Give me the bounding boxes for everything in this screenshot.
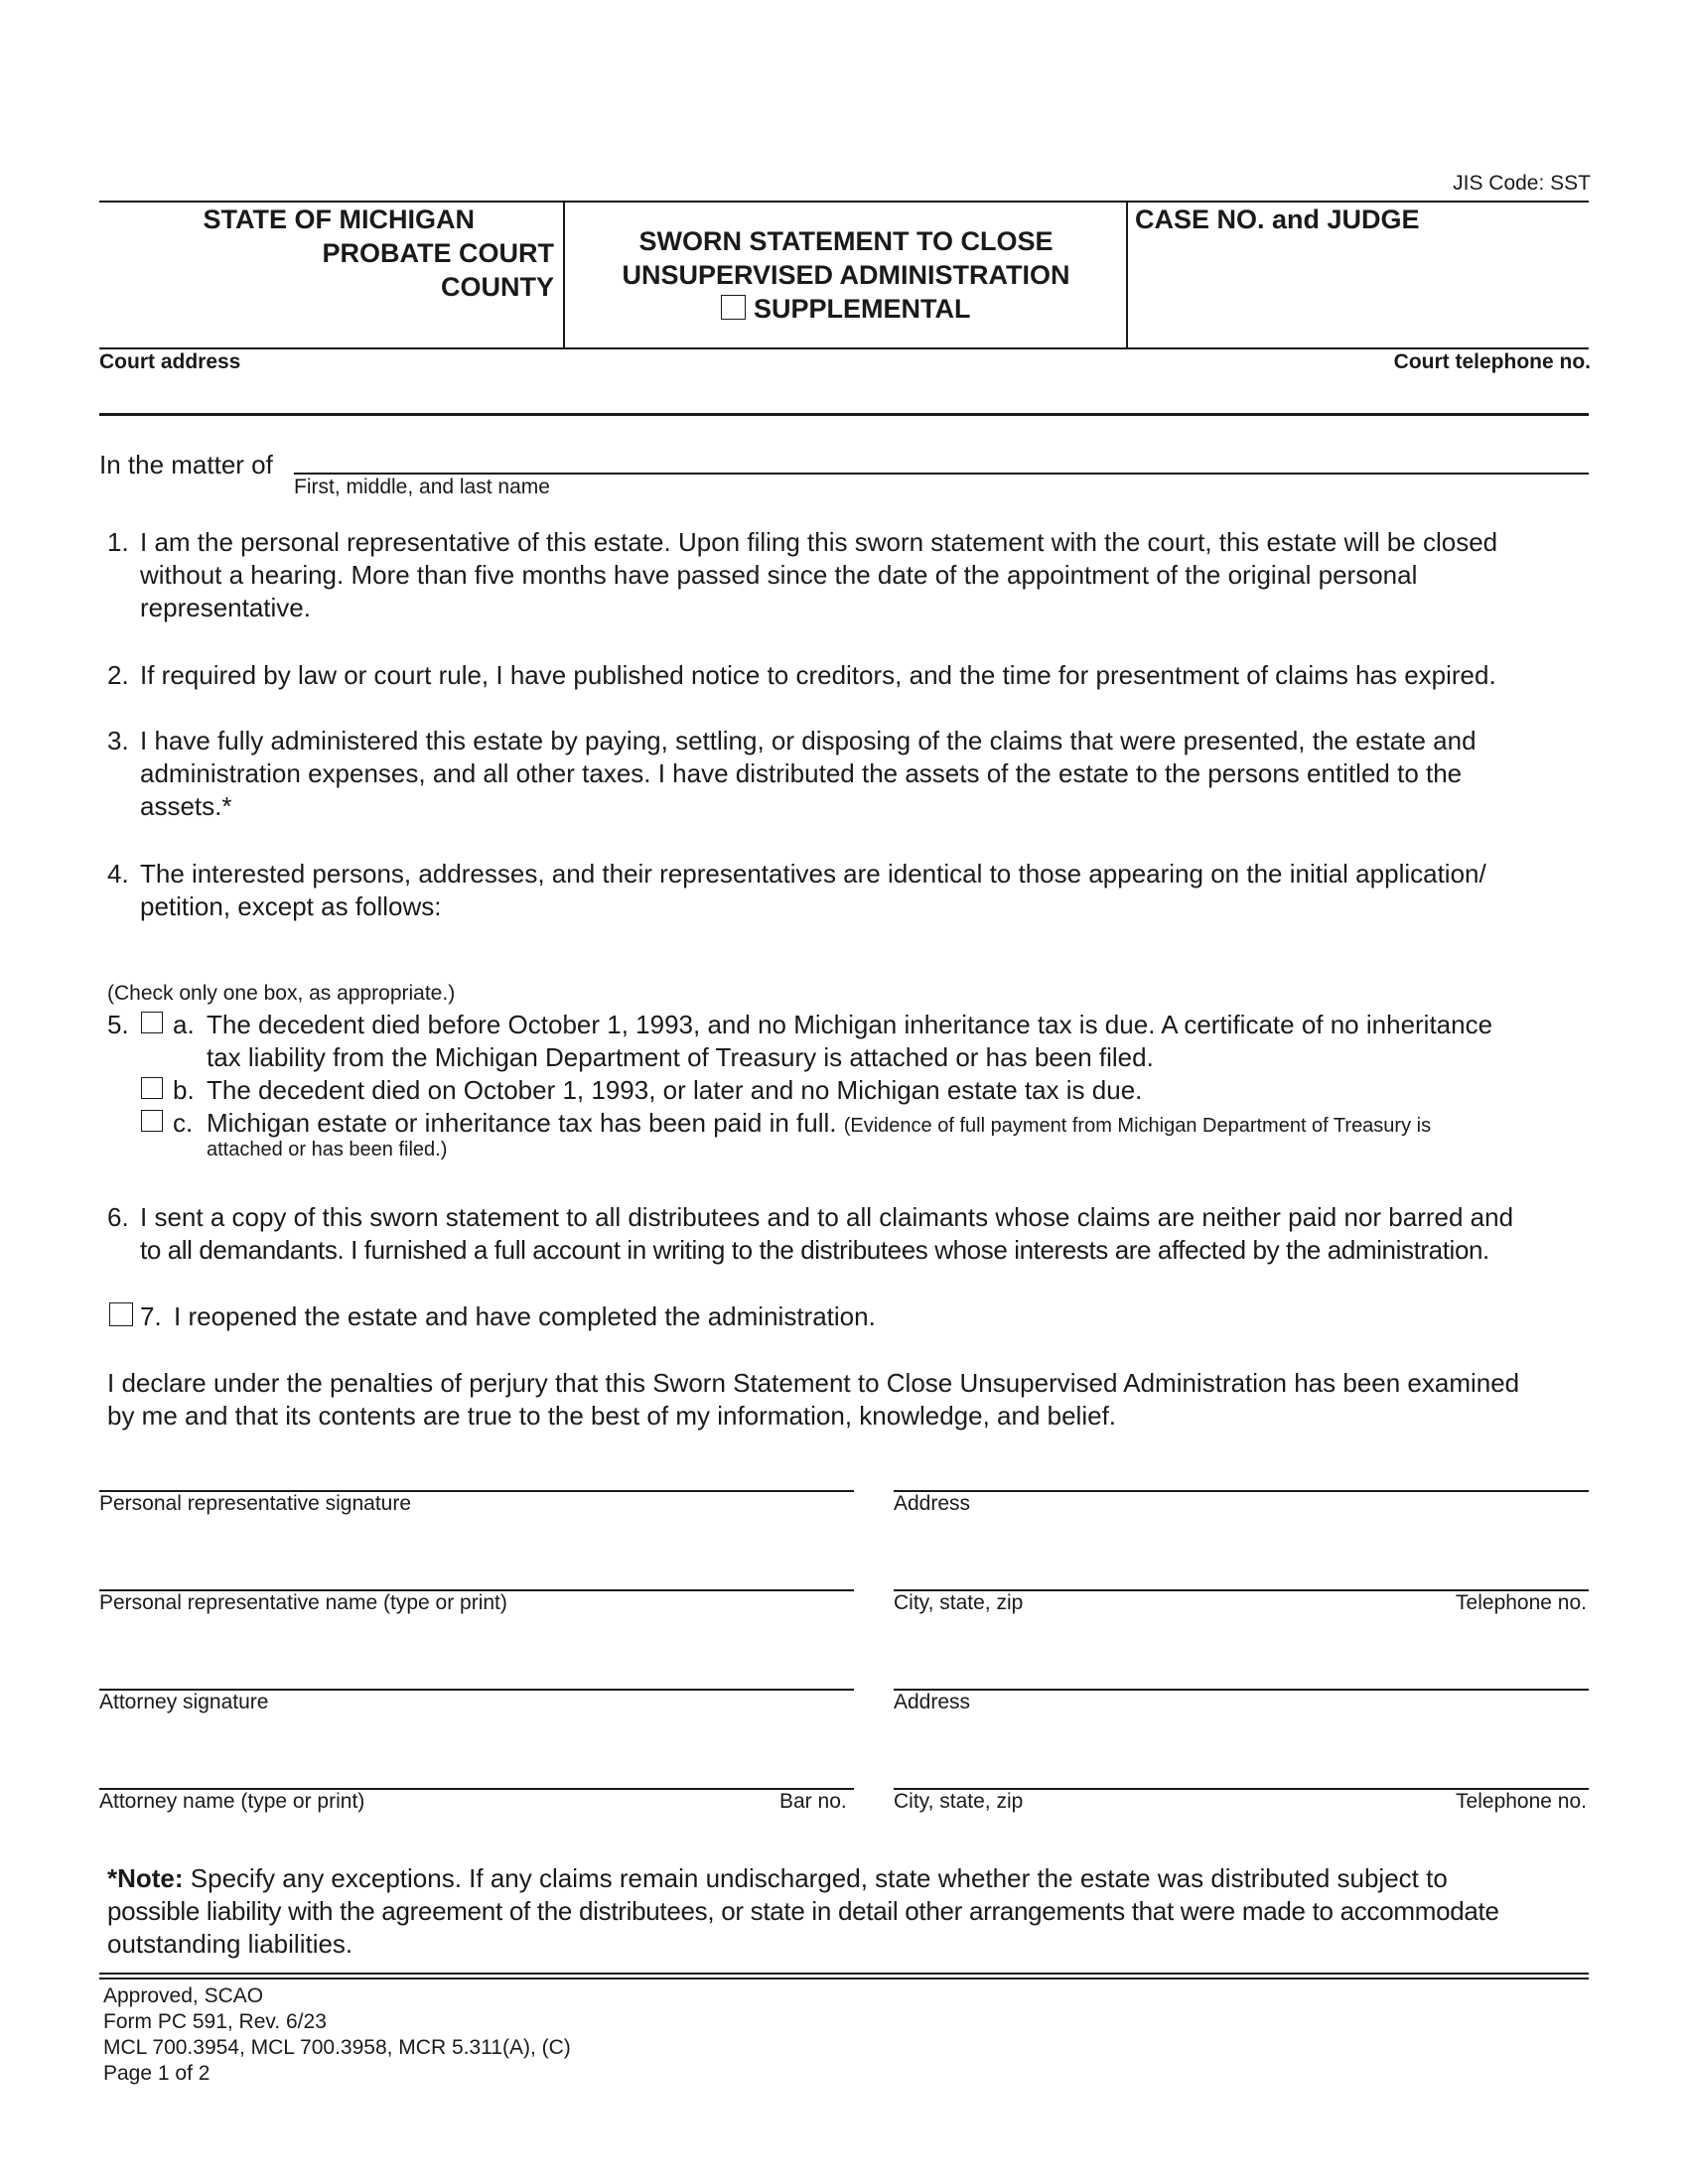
item5c-evidence-note: (Evidence of full payment from Michigan Department of Treasury is xyxy=(843,1115,1432,1137)
footer-rule-bottom xyxy=(99,1978,1589,1979)
note-text1: Specify any exceptions. If any claims remain undischarged, state whether the estate was distributed subject to xyxy=(190,1863,1448,1893)
supplemental-checkbox[interactable] xyxy=(721,295,746,320)
declaration-line1: I declare under the penalties of perjury that this Sworn Statement to Close Unsupervised Administration has been examined xyxy=(107,1368,1520,1398)
item4-line2: petition, except as follows: xyxy=(140,891,442,921)
header-divider-right xyxy=(1126,201,1128,349)
atty-signature-label: Attorney signature xyxy=(99,1691,269,1713)
item2-line1: If required by law or court rule, I have published notice to creditors, and the time for presentment of claims has expired. xyxy=(140,660,1496,690)
address1-line[interactable] xyxy=(894,1490,1589,1492)
declaration-line2: by me and that its contents are true to the best of my information, knowledge, and belief. xyxy=(107,1401,1117,1431)
item3-number: 3. xyxy=(107,726,129,755)
supplemental-label: SUPPLEMENTAL xyxy=(754,294,971,324)
court-telephone-label: Court telephone no. xyxy=(1393,350,1591,373)
item4-number: 4. xyxy=(107,859,129,888)
pr-name-label: Personal representative name (type or print) xyxy=(99,1591,507,1614)
item1-line2: without a hearing. More than five months have passed since the date of the appointment of the original personal xyxy=(140,560,1418,590)
form-title-line2: UNSUPERVISED ADMINISTRATION xyxy=(622,260,1070,290)
item5a-checkbox[interactable] xyxy=(141,1012,163,1033)
court-address-rule xyxy=(99,413,1589,416)
header-bottom-rule xyxy=(99,347,1589,349)
item5b-letter: b. xyxy=(173,1075,195,1105)
city2-label: City, state, zip xyxy=(894,1790,1024,1813)
note-line2: possible liability with the agreement of the distributees, or state in detail other arrangements that were made to accommodate xyxy=(107,1896,1499,1926)
item5a-line1: The decedent died before October 1, 1993, and no Michigan inheritance tax is due. A certificate of no inheritance xyxy=(207,1010,1493,1039)
item6-line2: to all demandants. I furnished a full account in writing to the distributees whose interests are affected by the administration. xyxy=(140,1235,1489,1265)
note-label: *Note: xyxy=(107,1863,184,1893)
header-divider-left xyxy=(563,201,565,349)
item1-line3: representative. xyxy=(140,593,311,622)
item5c-evidence-note-cont: attached or has been filed.) xyxy=(207,1139,448,1160)
item2-number: 2. xyxy=(107,660,129,690)
tel1-label: Telephone no. xyxy=(1456,1591,1587,1614)
item6-line1: I sent a copy of this sworn statement to all distributees and to all claimants whose claims are neither paid nor barred and xyxy=(140,1202,1514,1232)
item5c-checkbox[interactable] xyxy=(141,1110,163,1132)
item4-line1: The interested persons, addresses, and their representatives are identical to those appearing on the initial application/ xyxy=(140,859,1486,888)
item5c-letter: c. xyxy=(173,1108,194,1138)
item5c-text xyxy=(207,1107,1431,1143)
pr-signature-label: Personal representative signature xyxy=(99,1492,412,1515)
supplemental-option xyxy=(566,292,1126,326)
county-label: COUNTY xyxy=(441,272,554,302)
bar-no-label: Bar no. xyxy=(779,1790,847,1813)
note-line1 xyxy=(107,1862,1448,1895)
matter-label: In the matter of xyxy=(99,450,273,479)
atty-name-label: Attorney name (type or print) xyxy=(99,1790,365,1813)
address2-label: Address xyxy=(894,1691,971,1713)
jis-code: JIS Code: SST xyxy=(1453,172,1591,195)
item3-line1: I have fully administered this estate by paying, settling, or disposing of the claims that were presented, the estate and xyxy=(140,726,1477,755)
court-address-label: Court address xyxy=(99,350,241,373)
footer-mcl: MCL 700.3954, MCL 700.3958, MCR 5.311(A), (C) xyxy=(103,2036,571,2059)
item5b-line1: The decedent died on October 1, 1993, or later and no Michigan estate tax is due. xyxy=(207,1075,1143,1105)
address2-line[interactable] xyxy=(894,1689,1589,1691)
case-no-label: CASE NO. and JUDGE xyxy=(1135,205,1420,234)
item5a-letter: a. xyxy=(173,1010,195,1039)
item7-checkbox[interactable] xyxy=(109,1302,133,1326)
item7-line1: I reopened the estate and have completed the administration. xyxy=(174,1301,876,1331)
item1-number: 1. xyxy=(107,527,129,557)
footer-page: Page 1 of 2 xyxy=(103,2062,211,2085)
item5b-checkbox[interactable] xyxy=(141,1077,163,1099)
item3-line2: administration expenses, and all other taxes. I have distributed the assets of the estate to the persons entitled to the xyxy=(140,758,1463,788)
court-label: PROBATE COURT xyxy=(322,238,554,268)
footer-rule-top xyxy=(99,1973,1589,1975)
matter-sublabel: First, middle, and last name xyxy=(294,476,550,498)
tel2-label: Telephone no. xyxy=(1456,1790,1587,1813)
note-line3: outstanding liabilities. xyxy=(107,1929,353,1959)
city1-label: City, state, zip xyxy=(894,1591,1024,1614)
address1-label: Address xyxy=(894,1492,971,1515)
item5a-line2: tax liability from the Michigan Department of Treasury is attached or has been filed. xyxy=(207,1042,1154,1072)
state-label: STATE OF MICHIGAN xyxy=(203,205,475,234)
item6-number: 6. xyxy=(107,1202,129,1232)
item1-line1: I am the personal representative of this estate. Upon filing this sworn statement with the court, this estate will be closed xyxy=(140,527,1498,557)
footer-form-number: Form PC 591, Rev. 6/23 xyxy=(103,2010,327,2033)
check-one-note: (Check only one box, as appropriate.) xyxy=(107,982,456,1005)
item3-line3: assets.* xyxy=(140,791,232,821)
item7-number: 7. xyxy=(140,1301,162,1331)
form-title-line1: SWORN STATEMENT TO CLOSE xyxy=(638,226,1054,256)
footer-approved: Approved, SCAO xyxy=(103,1984,264,2007)
item5c-line1: Michigan estate or inheritance tax has been paid in full. xyxy=(207,1108,837,1138)
item5-number: 5. xyxy=(107,1010,129,1039)
